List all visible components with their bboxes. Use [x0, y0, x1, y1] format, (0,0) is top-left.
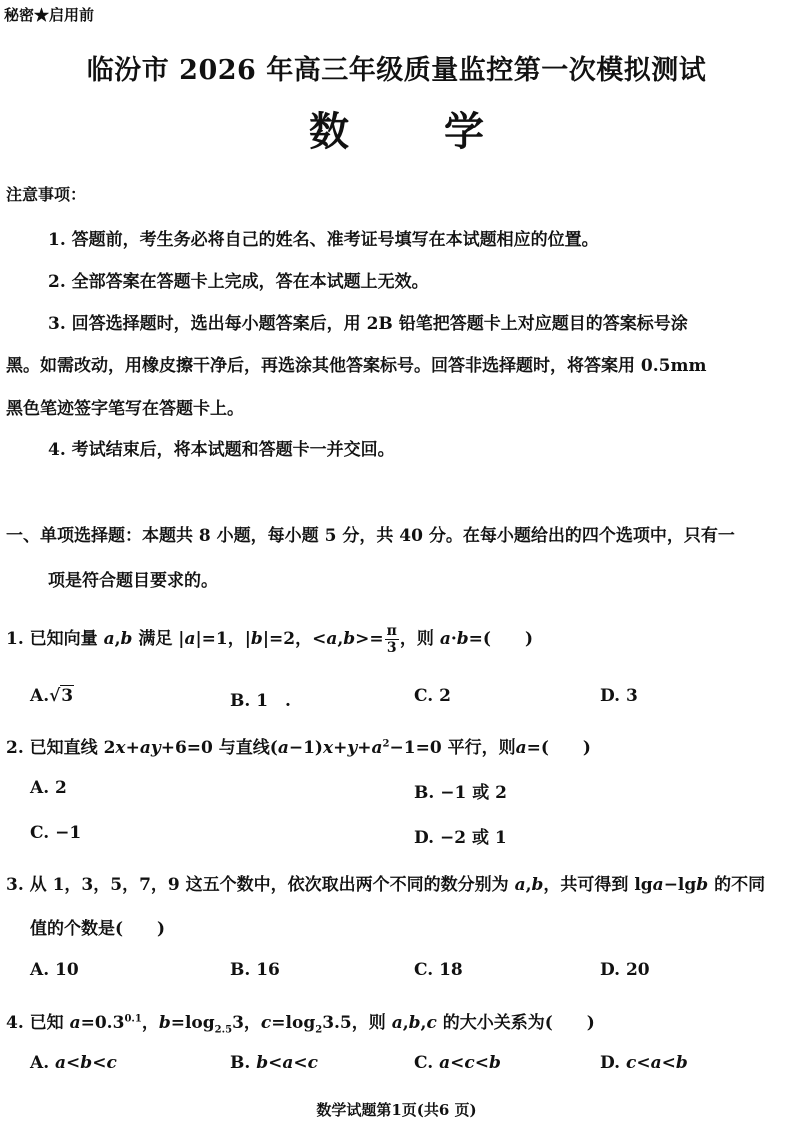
page-footer: 数学试题第1页(共6 页) [316, 1101, 477, 1119]
question-4-option-c: C. a<c<b [414, 1053, 501, 1073]
question-3-option-d: D. 20 [600, 960, 650, 980]
section-1-heading-line-2: 项是符合题目要求的。 [48, 571, 218, 591]
section-1-heading-line-1: 一、单项选择题：本题共 8 小题，每小题 5 分，共 40 分。在每小题给出的四个选项中，只有一 [6, 526, 735, 546]
question-2-option-a: A. 2 [30, 778, 67, 798]
question-3-stem-line-2: 值的个数是( ) [30, 919, 166, 939]
exam-title: 临汾市 2026 年高三年级质量监控第一次模拟测试 [86, 55, 707, 86]
question-2-option-b: B. −1 或 2 [414, 783, 507, 803]
question-3-stem-line-1: 3. 从 1，3，5，7，9 这五个数中，依次取出两个不同的数分别为 a,b，共可得到 lga−lgb 的不同 [6, 875, 766, 895]
question-4-option-d: D. c<a<b [600, 1053, 688, 1073]
sqrt-symbol: √3 [49, 686, 74, 706]
subject-char-1: 数 [309, 108, 349, 155]
question-1-option-c: C. 2 [414, 686, 451, 706]
question-1-option-b: B. 1 . [230, 691, 291, 711]
question-3-option-c: C. 18 [414, 960, 463, 980]
question-2-option-c: C. −1 [30, 823, 82, 843]
question-4-option-a: A. a<b<c [30, 1053, 117, 1073]
notice-item-2: 2. 全部答案在答题卡上完成，答在本试题上无效。 [48, 272, 429, 292]
question-1-stem: 1. 已知向量 a,b 满足 |a|=1，|b|=2，<a,b>= $\frac{\pi}{3}$ ，则 a·b=( ) [6, 623, 533, 656]
question-1-option-d: D. 3 [600, 686, 638, 706]
notice-item-3-line-1: 3. 回答选择题时，选出每小题答案后，用 2B 铅笔把答题卡上对应题目的答案标号涂 [48, 314, 688, 334]
question-2-option-d: D. −2 或 1 [414, 828, 507, 848]
question-3-option-b: B. 16 [230, 960, 280, 980]
question-3-option-a: A. 10 [30, 960, 79, 980]
notice-heading: 注意事项： [6, 185, 87, 204]
notice-item-4: 4. 考试结束后，将本试题和答题卡一并交回。 [48, 440, 395, 460]
notice-item-1: 1. 答题前，考生务必将自己的姓名、准考证号填写在本试题相应的位置。 [48, 230, 599, 250]
subject-char-2: 学 [444, 108, 484, 155]
question-1-option-a: A.√3 [30, 686, 74, 706]
pi-over-3-fraction: $\frac{\pi}{3}$ [386, 623, 397, 656]
notice-item-3-line-3: 黑色笔迹签字笔写在答题卡上。 [6, 399, 244, 419]
question-2-stem: 2. 已知直线 2x+ay+6=0 与直线$(a-1)x+y+a^2-1=0$ 平行，则a=( ) [6, 738, 591, 758]
subject-title [0, 100, 793, 157]
question-4-stem: 4. 已知 $a=0.3^{0.1}$，$b=\log_{2.5}3$，$c=\log_23.5$，则 a,b,c 的大小关系为( ) [6, 1013, 595, 1036]
secret-label: 秘密★启用前 [4, 6, 95, 24]
question-4-option-b: B. b<a<c [230, 1053, 318, 1073]
notice-item-3-line-2: 黑。如需改动，用橡皮擦干净后，再选涂其他答案标号。回答非选择题时，将答案用 0.5mm [6, 356, 707, 376]
